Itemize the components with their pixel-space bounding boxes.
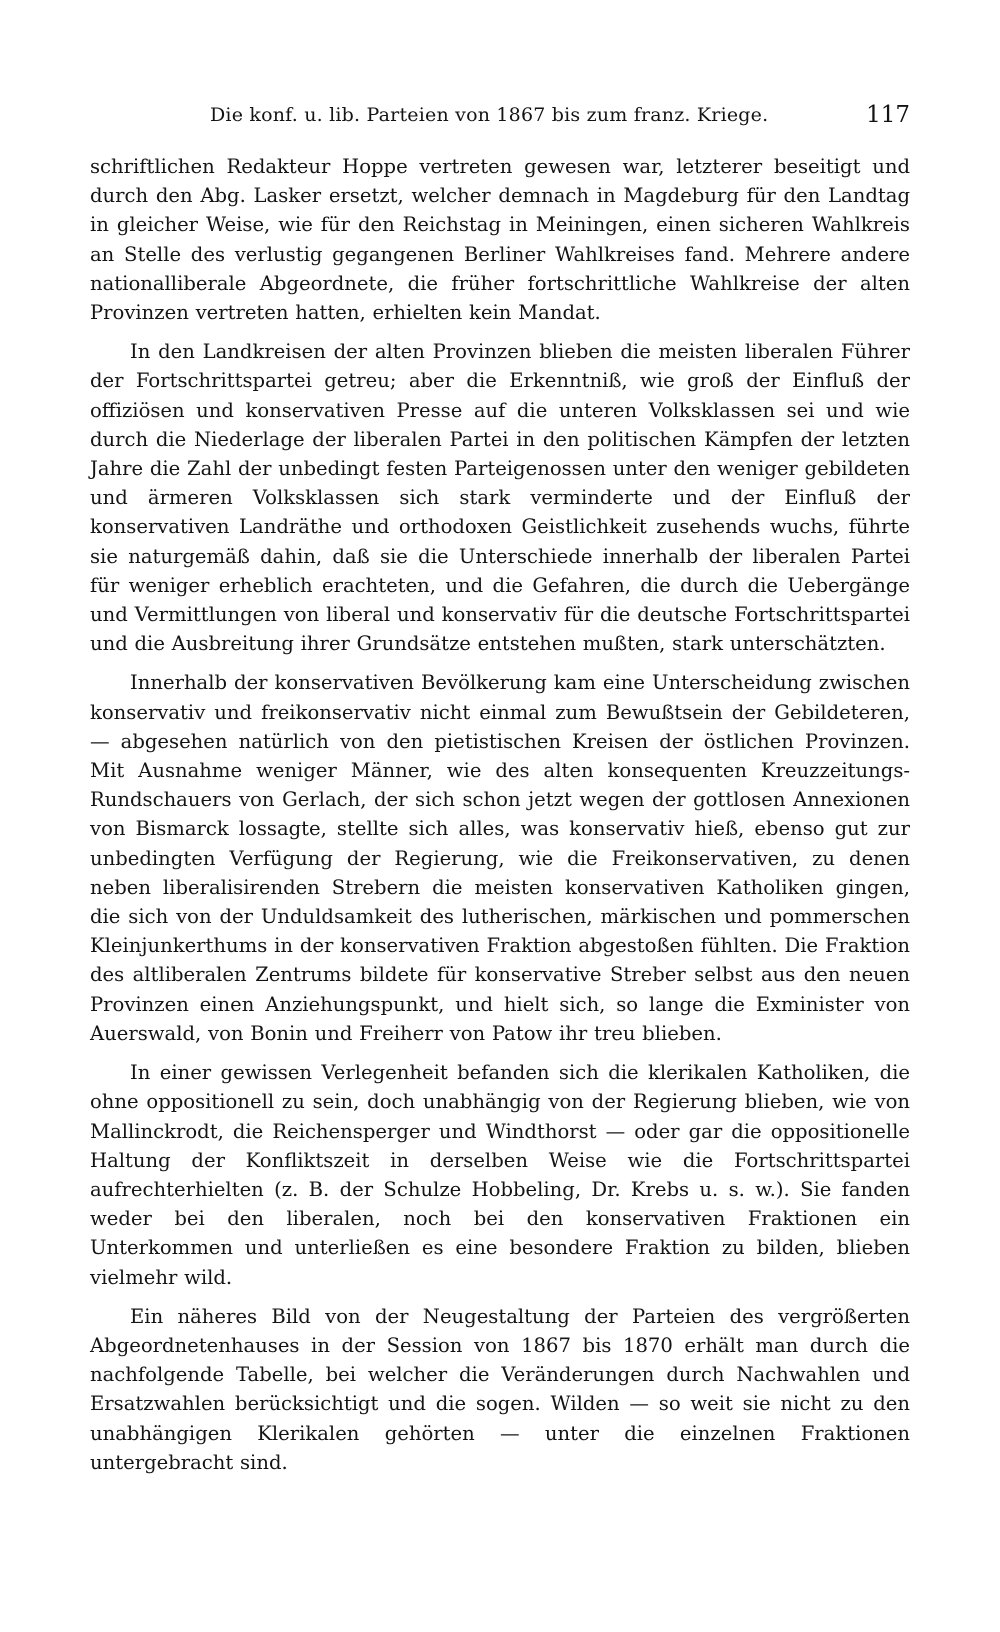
running-head: Die konf. u. lib. Parteien von 1867 bis zum franz. Kriege.: [210, 104, 769, 126]
body-text: [90, 152, 910, 1477]
paragraph-klerikale-katholiken: In einer gewissen Verlegenheit befanden sich die klerikalen Katholiken, die ohne oppositionell zu sein, doch unabhängig von der Regierung blieben, wie von Mallinckrodt, die Reichensperger und Windthorst — oder gar die oppositionelle Haltung der Konfliktszeit in derselben Weise wie die Fortschrittspartei aufrechterhielten (z. B. der Schulze Hobbeling, Dr. Krebs u. s. w.). Sie fanden weder bei den liberalen, noch bei den konservativen Fraktionen ein Unterkommen und unterließen es eine besondere Fraktion zu bilden, blieben vielmehr wild.: [90, 1061, 910, 1289]
page-header: [90, 100, 910, 140]
paragraph-tabelle-einleitung: Ein näheres Bild von der Neugestaltung der Parteien des vergrößerten Abgeordnetenhauses in der Session von 1867 bis 1870 erhält man durch die nachfolgende Tabelle, bei welcher die Veränderungen durch Nachwahlen und Ersatzwahlen berücksichtigt und die sogen. Wilden — so weit sie nicht zu den unabhängigen Klerikalen gehörten — unter die einzelnen Fraktionen untergebracht sind.: [90, 1304, 910, 1474]
page-number: 117: [866, 102, 910, 128]
paragraph-continuation: schriftlichen Redakteur Hoppe vertreten gewesen war, letzterer beseitigt und durch den Abg. Lasker ersetzt, welcher demnach in Magdeburg für den Landtag in gleicher Weise, wie für den Reichstag in Meiningen, einen sicheren Wahlkreis an Stelle des verlustig gegangenen Berliner Wahlkreises fand. Mehrere andere nationalliberale Abgeordnete, die früher fortschrittliche Wahlkreise der alten Provinzen vertreten hatten, erhielten kein Mandat.: [90, 155, 910, 325]
paragraph-konservative-bevoelkerung: Innerhalb der konservativen Bevölkerung kam eine Unterscheidung zwischen konservativ und freikonservativ nicht einmal zum Bewußtsein der Gebildeteren, — abgesehen natürlich von den pietistischen Kreisen der östlichen Provinzen. Mit Ausnahme weniger Männer, wie des alten konsequenten Kreuzzeitungs-Rundschauers von Gerlach, der sich schon jetzt wegen der gottlosen Annexionen von Bismarck lossagte, stellte sich alles, was konservativ hieß, ebenso gut zur unbedingten Verfügung der Regierung, wie die Freikonservativen, zu denen neben liberalisirenden Strebern die meisten konservativen Katholiken gingen, die sich von der Unduldsamkeit des lutherischen, märkischen und pommerschen Kleinjunkerthums in der konservativen Fraktion abgestoßen fühlten. Die Fraktion des altliberalen Zentrums bildete für konservative Streber selbst aus den neuen Provinzen einen Anziehungspunkt, und hielt sich, so lange die Exminister von Auerswald, von Bonin und Freiherr von Patow ihr treu blieben.: [90, 671, 910, 1045]
paragraph-landkreise: In den Landkreisen der alten Provinzen blieben die meisten liberalen Führer der Fortschrittspartei getreu; aber die Erkenntniß, wie groß der Einfluß der offiziösen und konservativen Presse auf die unteren Volksklassen sei und wie durch die Niederlage der liberalen Partei in den politischen Kämpfen der letzten Jahre die Zahl der unbedingt festen Parteigenossen unter den weniger gebildeten und ärmeren Volksklassen sich stark verminderte und der Einfluß der konservativen Landräthe und orthodoxen Geistlichkeit zusehends wuchs, führte sie naturgemäß dahin, daß sie die Unterschiede innerhalb der liberalen Partei für weniger erheblich erachteten, und die Gefahren, die durch die Uebergänge und Vermittlungen von liberal und konservativ für die deutsche Fortschrittspartei und die Ausbreitung ihrer Grundsätze entstehen mußten, stark unterschätzten.: [90, 340, 910, 656]
